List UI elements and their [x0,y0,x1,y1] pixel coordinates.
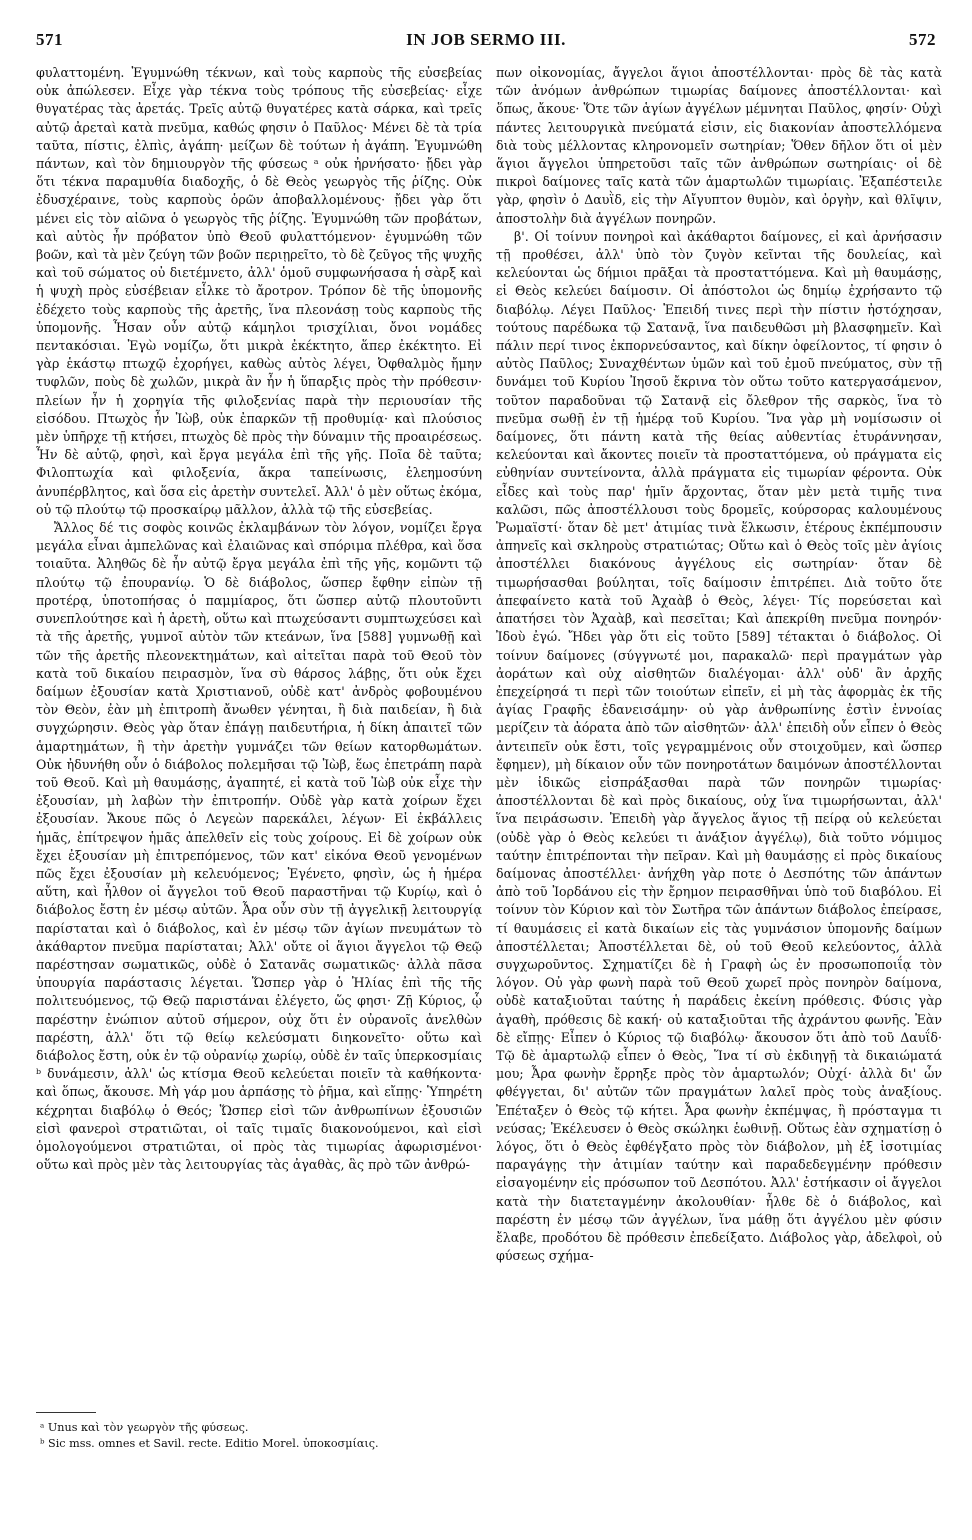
footnotes [36,1420,482,1452]
footnote-divider [36,1412,96,1413]
running-title: IN JOB SERMO III. [406,30,566,49]
paragraph: φυλαττομένη. Ἐγυμνώθη τέκνων, καὶ τοὺς καρποὺς τῆς εὐσεβείας οὐκ ἀπώλεσεν. Εἶχε γὰρ τέκνα τοὺς τρόπους τῆς εὐσεβείας· εἶχε θυγατέρας τὰς ἀρετάς. Τρεῖς αὐτῷ θυγατέρες κατὰ σάρκα, καὶ τρεῖς αὐτῷ ἀρεταὶ κατὰ πνεῦμα, καθώς φησιν ὁ Παῦλος· Μένει δὲ τὰ τρία ταῦτα, πίστις, ἐλπὶς, ἀγάπη· μείζων δὲ τούτων ἡ ἀγάπη. Ἐγυμνώθη πάντων, καὶ τὸν δημιουργὸν τῆς φύσεως ᵃ οὐκ ἠρνήσατο· ᾔδει γὰρ ὅτι τέκνα παραμυθία διαδοχῆς, ὁ δὲ Θεὸς γεωργὸς τῆς ῥίζης. Οὐκ ἐδυσχέραινε, τοὺς καρποὺς ὁρῶν ἀποβαλλομένους· ᾔδει γὰρ ὅτι μένει εἰς τὸν αἰῶνα ὁ γεωργὸς τῆς ῥίζης. Ἐγυμνώθη τῶν προβάτων, καὶ αὐτὸς ἦν πρόβατον ὑπὸ Θεοῦ φυλαττόμενον· ἐγυμνώθη τῶν βοῶν, καὶ τὰ μὲν ζεύγη τῶν βοῶν περιῃρεῖτο, τὸ δὲ ζεῦγος τῆς ψυχῆς καὶ τοῦ σώματος οὐ διετέμνετο, ἀλλ' ὁμοῦ συμφωνήσασα ἡ σὰρξ καὶ ἡ ψυχὴ πρὸς εὐσέβειαν εἷλκε τὸ ἄροτρον. Τρόπον δὲ τῆς ὑπομονῆς ἐδέχετο τοὺς καρποὺς τῆς ἀρετῆς, ἵνα πλεονάσῃ τοὺς καρποὺς τῆς ὑπομονῆς. Ἦσαν οὖν αὐτῷ κάμηλοι τρισχίλιαι, ὄνοι νομάδες πεντακόσιαι. Ἐγὼ νομίζω, ὅτι μικρὰ ἐκέκτητο, ἅπερ ἐκέκτητο. Εἰ γὰρ ἑκάστῳ πτωχῷ ἐχορήγει, καθὼς αὐτὸς λέγει, Ὀφθαλμὸς ἤμην τυφλῶν, ποὺς δὲ χωλῶν, μικρὰ ἂν ἦν ἡ ὕπαρξις πρὸς τὴν πρόθεσιν· πλείων ἦν ἡ χορηγία τῆς φιλοξενίας παρὰ τὴν περιουσίαν τῆς εἰσόδου. Πτωχὸς ἦν Ἰὼβ, οὐκ ἐπαρκῶν τῇ προθυμίᾳ· καὶ πλούσιος μὲν ὑπῆρχε τῇ κτήσει, πτωχὸς δὲ πρὸς τὴν δύναμιν τῆς προαιρέσεως. Ἦν δὲ αὐτῷ, φησὶ, καὶ ἔργα μεγάλα ἐπὶ τῆς γῆς. Ποῖα δὲ ταῦτα; Φιλοπτωχία καὶ φιλοξενία, ἄκρα ταπείνωσις, ἐλεημοσύνη ἀνυπέρβλητος, καὶ ὅσα εἰς ἀρετὴν συντελεῖ. Ἀλλ' ὁ μὲν οὕτως ἐκόμα, οὐ τῷ πλούτῳ τῷ προσκαίρῳ μᾶλλον, ἀλλὰ τῷ τῆς εὐσεβείας. [36,65,482,517]
page-number-right: 572 [909,30,936,49]
page-number-left: 571 [36,30,63,49]
paragraph: Ἄλλος δέ τις σοφὸς κοινῶς ἐκλαμβάνων τὸν λόγον, νομίζει ἔργα μεγάλα εἶναι ἀμπελῶνας καὶ ἐλαιῶνας καὶ σπόριμα πλέθρα, καὶ ὅσα τοιαῦτα. Ἀληθῶς δὲ ἦν αὐτῷ ἔργα μεγάλα ἐπὶ τῆς γῆς, κομῶντι τῷ πλούτῳ τῷ ἐπουρανίῳ. Ὁ δὲ διάβολος, ὥσπερ ἔφθην εἰπὼν τῇ προτέρᾳ, ὑποτοπήσας ὁ παμμίαρος, ὅτι ὥσπερ αὐτῷ πλουτοῦντι συνεπλούτησε καὶ ἡ ἀρετὴ, οὕτω καὶ πτωχεύσαντι συμπτωχεύσει καὶ τὰ τῆς ἀρετῆς, γυμνοῖ αὐτὸν τῶν κτεάνων, ἵνα [588] γυμνωθῇ καὶ τῶν τῆς ἀρετῆς πλεονεκτημάτων, καὶ αἰτεῖται παρὰ τοῦ Θεοῦ τὸν κατὰ τοῦ δικαίου πειρασμὸν, ἵνα σὺ θάρσος λάβῃς, ὅτι οὐκ ἔχει δαίμων ἐξουσίαν κατὰ Χριστιανοῦ, οὐδὲ κατ' ἀνδρὸς φοβουμένου τὸν Θεὸν, ἐὰν μὴ ἐπιτροπὴ ἄνωθεν γένηται, ἢ διὰ παιδείαν, ἢ διὰ συγχώρησιν. Θεὸς γὰρ ὅταν ἐπάγῃ παιδευτήρια, ἡ δίκη ἀπαιτεῖ τῶν ἁμαρτημάτων, ἢ τὴν ἀρετὴν γυμνάζει τῶν θείων κατορθωμάτων. Οὐκ ἠδυνήθη οὖν ὁ διάβολος πολεμῆσαι τῷ Ἰὼβ, ἕως ἐπετράπη παρὰ τοῦ Θεοῦ. Καὶ μὴ θαυμάσῃς, ἀγαπητέ, εἰ κατὰ τοῦ Ἰὼβ οὐκ εἶχε τὴν ἐξουσίαν, μὴ λαβὼν τὴν ἐπιτροπήν. Οὐδὲ γὰρ κατὰ χοίρων ἔχει ἐξουσίαν. Ἄκουε πῶς ὁ Λεγεὼν παρεκάλει, λέγων· Εἰ ἐκβάλλεις ἡμᾶς, ἐπίτρεψον ἡμᾶς ἀπελθεῖν εἰς τοὺς χοίρους. Εἰ δὲ χοίρων οὐκ ἔχει ἐξουσίαν μὴ ἐπιτρεπόμενος, τῶν κατ' εἰκόνα Θεοῦ γενομένων πῶς ἔχει ἐξουσίαν μὴ κελευόμενος; Ἐγένετο, φησὶν, ὡς ἡ ἡμέρα αὕτη, καὶ ἦλθον οἱ ἄγγελοι τοῦ Θεοῦ παραστῆναι τῷ Κυρίῳ, καὶ ὁ διάβολος ἔστη ἐν μέσῳ αὐτῶν. Ἆρα οὖν σὺν τῇ ἀγγελικῇ λειτουργίᾳ παρίσταται καὶ ὁ διάβολος, καὶ ἐν μέσῳ τῶν ἁγίων πνευμάτων τὸ ἀκάθαρτον πνεῦμα παρίσταται; Ἀλλ' οὔτε οἱ ἅγιοι ἄγγελοι τῷ Θεῷ παρέστησαν σωματικῶς, οὐδὲ ὁ Σατανᾶς σωματικῶς· ἀλλὰ πᾶσα ὑπουργία παράστασις λέγεται. Ὥσπερ γὰρ ὁ Ἠλίας ἐπὶ τῆς τῆς πολιτευόμενος, τῷ Θεῷ παριστάναι ἐλέγετο, ὥς φησι· Ζῇ Κύριος, ᾧ παρέστην ἐνώπιον αὐτοῦ σήμερον, οὐχ ὅτι ἐν οὐρανοῖς ἀνελθὼν παρέστη, ἀλλ' ὅτι τῷ θείῳ κελεύσματι διηκονεῖτο· οὕτω καὶ διάβολος ἔστη, οὐκ ἐν τῷ οὐρανίῳ χωρίῳ, οὐδὲ ἐν ταῖς ὑπερκοσμίαις ᵇ δυνάμεσιν, ἀλλ' ὡς κτίσμα Θεοῦ κελεύεται ποιεῖν τὰ καθήκοντα· καὶ ὅπως, ἄκουσε. Μὴ γάρ μου ἁρπάσῃς τὸ ῥῆμα, καὶ εἴπῃς· Ὑπηρέτη κέχρηται διαβόλῳ ὁ Θεός; Ὥσπερ εἰσὶ τῶν ἀνθρωπίνων ἐξουσιῶν εἰσὶ φανεροὶ στρατιῶται, οἱ ταῖς τιμαῖς διακονούμενοι, καὶ εἰσὶ ὁμολογούμενοι στρατιῶται, οἱ πρὸς τὰς τιμωρίας ἀφωρισμένοι· οὕτω καὶ πρὸς μὲν τὰς λειτουργίας τὰς ἀγαθὰς, ἃς πρὸ τῶν ἀνθρώ- [36,520,482,1173]
left-column [36,64,482,1496]
running-header [36,30,936,56]
footnote: ᵃ Unus καὶ τὸν γεωργὸν τῆς φύσεως. [40,1421,249,1434]
right-column [496,64,942,1516]
paragraph: β'. Οἱ τοίνυν πονηροὶ καὶ ἀκάθαρτοι δαίμονες, εἰ καὶ ἀρνήσασιν τῇ προθέσει, ἀλλ' ὑπὸ τὸν ζυγὸν κεῖνται τῆς δουλείας, καὶ κελεύονται ὡς δήμιοι πρᾶξαι τὰ προσταττόμενα. Καὶ μὴ θαυμάσῃς, εἰ Θεὸς κελεύει δαίμοσιν. Οἱ ἀπόστολοι ὡς δημίῳ ἐχρήσαντο τῷ διαβόλῳ. Λέγει Παῦλος· Ἐπειδή τινες περὶ τὴν πίστιν ἠστόχησαν, τούτους παρέδωκα τῷ Σατανᾷ, ἵνα παιδευθῶσι μὴ βλασφημεῖν. Καὶ πάλιν περί τινος ἐκπορνεύσαντος, καὶ δίκην ὀφείλοντος, τί φησιν ὁ αὐτὸς Παῦλος; Συναχθέντων ὑμῶν καὶ τοῦ ἐμοῦ πνεύματος, σὺν τῇ δυνάμει τοῦ Κυρίου Ἰησοῦ ἔκρινα τὸν οὕτω τοῦτο κατεργασάμενον, τοῦτον παραδοῦναι τῷ Σατανᾷ εἰς ὄλεθρον τῆς σαρκὸς, ἵνα τὸ πνεῦμα σωθῇ ἐν τῇ ἡμέρᾳ τοῦ Κυρίου. Ἵνα γὰρ μὴ νομίσωσιν οἱ δαίμονες, ὅτι πάντη κατὰ τῆς θείας αὐθεντίας ἐτυράννησαν, κελεύονται καὶ ἄκοντες ποιεῖν τὰ προσταττόμενα, οὐ πράγματα εἰς εὐθηνίαν συντείνοντα, ἀλλὰ πράγματα εἰς τιμωρίαν φέροντα. Οὐκ εἶδες καὶ τοὺς παρ' ἡμῖν ἄρχοντας, ὅταν μὲν μετὰ τιμῆς τινα καλῶσι, πῶς ἀποστέλλουσι τοὺς δρομεῖς, κούρσορας καλουμένους Ῥωμαϊστί· ὅταν δὲ μετ' ἀτιμίας τινὰ ἕλκωσιν, ἑτέρους ἐκπέμπουσιν ἀπηνεῖς καὶ σκληροὺς στρατιώτας; Οὕτω καὶ ὁ Θεὸς τοῖς μὲν ἁγίοις ἀποστέλλει διακόνους ἀγγέλους εἰς σωτηρίαν· ὅταν δὲ τιμωρήσασθαι βούληται, τοῖς δαίμοσιν ἐπιτρέπει. Διὰ τοῦτο ὅτε ἀπεφαίνετο κατὰ τοῦ Ἀχαὰβ ὁ Θεὸς, λέγει· Τίς πορεύσεται καὶ ἀπατήσει τὸν Ἀχαὰβ, καὶ πεσεῖται; Καὶ ἀπεκρίθη πνεῦμα πονηρόν· Ἰδοὺ ἐγώ. Ἤδει γὰρ ὅτι εἰς τοῦτο [589] τέτακται ὁ διάβολος. Οἱ τοίνυν δαίμονες (σύγγνωτέ μοι, παρακαλῶ· περὶ πραγμάτων γὰρ ἀοράτων καὶ οὐχ αἰσθητῶν διαλέγομαι· ἀλλ' οὐδ' ἂν ἀρχῆς ἐπεχείρησά τι περὶ τῶν τοιούτων εἰπεῖν, εἰ μὴ τὰς ἀφορμὰς ἐκ τῆς ἁγίας Γραφῆς ἐδανεισάμην· οὐ γὰρ ἀνθρωπίνης ἐστὶν ἐννοίας μερίζειν τὰ ἀόρατα ἀπὸ τῶν αἰσθητῶν· ἀλλ' ἐπειδὴ οὖν εἶπεν ὁ Θεὸς ἀντειπεῖν οὐκ ἔστι, τοῖς γεγραμμένοις οὖν στοιχοῦμεν, καὶ ὥσπερ ἔφημεν), μὴ δίκαιον οὖν τῶν πονηροτάτων δαιμόνων ἀποστέλλονται μὲν ἰδικῶς εἰσπράξασθαι παρὰ τῶν πονηρῶν τιμωρίας· ἀποστέλλονται δὲ καὶ πρὸς δικαίους, οὐχ ἵνα τιμωρήσωνται, ἀλλ' ἵνα πειράσωσιν. Ἐπειδὴ γὰρ ἄγγελος ἅγιος τῇ πείρᾳ οὐ κελεύεται (οὐδὲ γὰρ ὁ Θεὸς κελεύει τι ἀνάξιον ἀγγέλῳ), διὰ τοῦτο νόμιμος ταύτην ἐπιτρέπονται τὴν πεῖραν. Καὶ μὴ θαυμάσῃς εἰ πρὸς δικαίους δαίμονας ἀποστέλλει· ἀνήχθη γὰρ ποτε ὁ Δεσπότης τῶν ἁπάντων ἀπὸ τοῦ Ἰορδάνου εἰς τὴν ἔρημον πειρασθῆναι ὑπὸ τοῦ διαβόλου. Εἰ τοίνυν τὸν Κύριον καὶ τὸν Σωτῆρα τῶν ἁπάντων διάβολος ἐπείρασε, τί θαυμάσεις εἰ κατὰ δικαίων εἰς τὰς γυμνάσιον ὑπομονῆς δαίμων ἀποστέλλεται; Ἀποστέλλεται δὲ, οὐ τοῦ Θεοῦ κελεύοντος, ἀλλὰ συγχωροῦντος. Σχηματίζει δὲ ἡ Γραφὴ ὡς ἐν προσωποποιΐᾳ τὸν λόγον. Οὐ γὰρ φωνὴ παρὰ τοῦ Θεοῦ χωρεῖ πρὸς πονηρὸν δαίμονα, οὐδὲ καταξιοῦται ταύτης ἡ παράδεις ἐκείνη πρόθεσις. Φύσις γὰρ ἀγαθὴ, πρόθεσις δὲ κακή· οὐ καταξιοῦται τῆς ἀχράντου φωνῆς. Ἐὰν δὲ εἴπῃς· Εἶπεν ὁ Κύριος τῷ διαβόλῳ· ἄκουσον ὅτι ἀπὸ τοῦ Δαυΐδ· Τῷ δὲ ἁμαρτωλῷ εἶπεν ὁ Θεὸς, Ἵνα τί σὺ ἐκδιηγῇ τὰ δικαιώματά μου; Ἆρα φωνὴν ἔρρηξε πρὸς τὸν ἁμαρτωλόν; Οὐχί· ἀλλὰ δι' ὧν φθέγγεται, δι' αὐτῶν τῶν πραγμάτων λαλεῖ πρὸς τοὺς ἀναξίους. Ἐπέταξεν ὁ Θεὸς τῷ κήτει. Ἆρα φωνὴν ἐκπέμψας, ἢ πρόσταγμα τι νεύσας; Ἐκέλευσεν ὁ Θεὸς σκώληκι ἑωθινῇ. Οὕτως ἐὰν σχηματίσῃ ὁ λόγος, ὅτι ὁ Θεὸς ἐφθέγξατο πρὸς τὸν διάβολον, μὴ ἐξ ἰσοτιμίας παραγάγῃς τὴν ἀτιμίαν ταύτην καὶ παραδεδεγμένην πρόθεσιν εἰσαγομένην εἰς πρόσωπον τοῦ Δεσπότου. Ἀλλ' ἐστήκασιν οἱ ἄγγελοι κατὰ τὴν διατεταγμένην ἀκολουθίαν· ἦλθε δὲ ὁ διάβολος, καὶ παρέστη ἐν μέσῳ τῶν ἀγγέλων, ἵνα μάθῃ ὅτι ἀγγέλου μὲν φύσιν ἔλαβε, προδότου δὲ πρόθεσιν ἐπεδείξατο. Διάβολος γὰρ, ἀδελφοὶ, οὐ φύσεως σχήμα- [496,228,942,1264]
paragraph: πων οἰκονομίας, ἄγγελοι ἅγιοι ἀποστέλλονται· πρὸς δὲ τὰς κατὰ τῶν ἀνόμων ἀνθρώπων τιμωρίας δαίμονες ἀποστέλλονται· καὶ ὅπως, ἄκουε· Ὅτε τῶν ἁγίων ἀγγέλων μέμνηται Παῦλος, φησίν· Οὐχὶ πάντες λειτουργικὰ πνεύματά εἰσιν, εἰς διακονίαν ἀποστελλόμενα διὰ τοὺς μέλλοντας κληρονομεῖν σωτηρίαν; Ὅθεν δῆλον ὅτι οἱ μὲν ἅγιοι ἄγγελοι ὑπηρετοῦσι ταῖς τῶν ἀνθρώπων σωτηρίαις· οἱ δὲ πικροὶ δαίμονες ταῖς κατὰ τῶν ἁμαρτωλῶν τιμωρίαις. Ἐξαπέστειλε γὰρ, φησὶν ὁ Δαυῒδ, εἰς τὴν Αἴγυπτον θυμὸν, καὶ ὀργὴν, καὶ θλῖψιν, ἀποστολὴν διὰ ἀγγέλων πονηρῶν. [496,65,942,226]
footnote: ᵇ Sic mss. omnes et Savil. recte. Editio Morel. ὑποκοσμίαις. [40,1437,379,1450]
